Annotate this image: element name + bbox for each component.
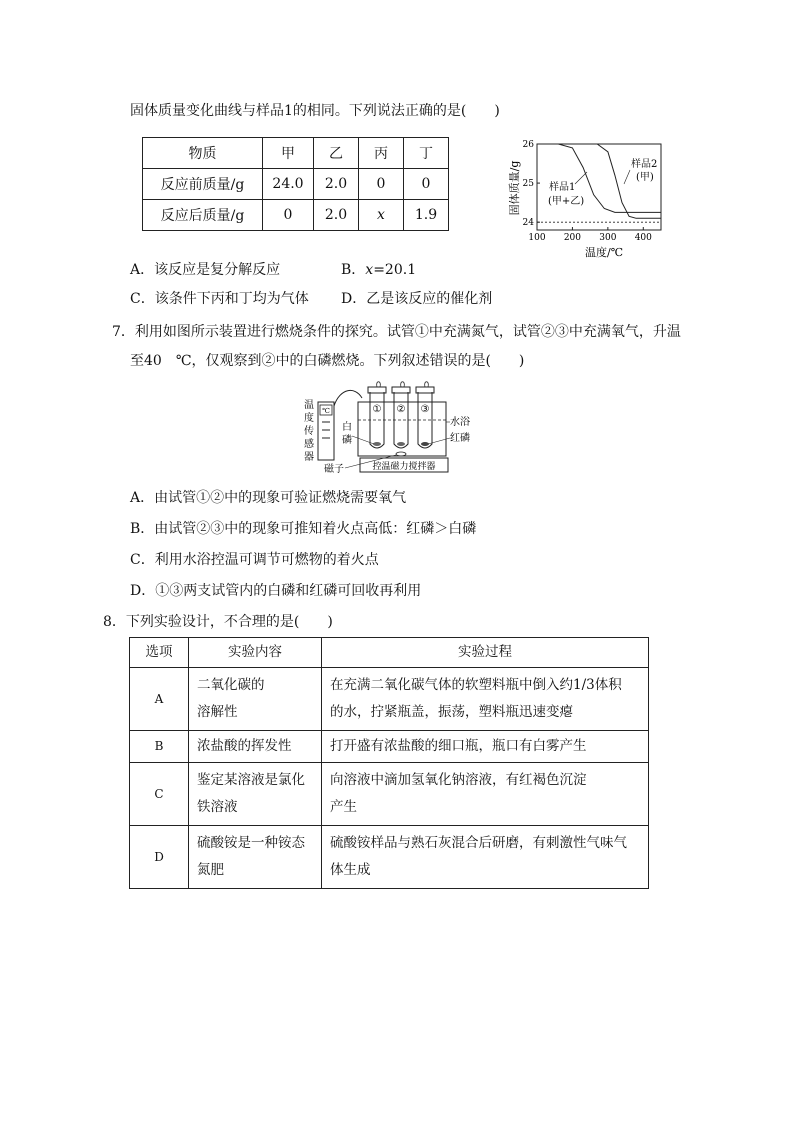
sensor-unit: ℃ bbox=[322, 407, 330, 415]
q6-option-c: C．该条件下丙和丁均为气体 bbox=[130, 291, 309, 307]
chart-ylabel: 固体质量/g bbox=[508, 160, 521, 216]
q7-option-c: C．利用水浴控温可调节可燃物的着火点 bbox=[130, 552, 379, 568]
table-header-cell: 丙 bbox=[359, 138, 404, 169]
q6-option-b bbox=[341, 260, 416, 280]
table-cell bbox=[189, 826, 322, 889]
tube-label: ② bbox=[396, 404, 406, 415]
sensor-char: 感 bbox=[304, 439, 314, 450]
table-cell: D bbox=[130, 826, 189, 889]
combustion-apparatus-figure bbox=[300, 378, 480, 474]
mass-table bbox=[142, 137, 449, 231]
x-tick-label: 400 bbox=[634, 233, 652, 243]
sensor-char: 温 bbox=[304, 400, 314, 411]
table-cell: 0 bbox=[404, 169, 449, 200]
table-row bbox=[130, 731, 649, 763]
table-cell: 反应前质量/g bbox=[143, 169, 263, 200]
cell-line: 硫酸铵是一种铵态 bbox=[197, 835, 305, 851]
table-header-row bbox=[130, 638, 649, 668]
table-cell bbox=[189, 731, 322, 763]
table-cell bbox=[189, 763, 322, 826]
x-tick-label: 200 bbox=[563, 233, 582, 243]
label-pointer-s2 bbox=[624, 170, 630, 184]
table-cell: 2.0 bbox=[314, 200, 359, 231]
sensor-char: 传 bbox=[304, 426, 314, 437]
tube-label: ① bbox=[372, 404, 382, 415]
test-tube-3 bbox=[416, 382, 434, 448]
table-row bbox=[143, 169, 449, 200]
table-header-cell: 甲 bbox=[263, 138, 314, 169]
test-tube-1 bbox=[368, 382, 386, 448]
cell-line: 硫酸铵样品与熟石灰混合后研磨，有刺激性气味气 bbox=[330, 835, 627, 851]
cell-line: 打开盛有浓盐酸的细口瓶，瓶口有白雾产生 bbox=[330, 738, 587, 754]
series-label-s2b: (甲) bbox=[636, 172, 654, 183]
q7-option-d: D．①③两支试管内的白磷和红磷可回收再利用 bbox=[130, 583, 422, 599]
table-row bbox=[130, 763, 649, 826]
question-7-line2: 至40 ℃，仅观察到②中的白磷燃烧。下列叙述错误的是( ) bbox=[130, 353, 525, 369]
cell-line: 溶解性 bbox=[197, 704, 238, 720]
cell-line: 产生 bbox=[330, 799, 357, 815]
table-header-cell: 物质 bbox=[143, 138, 263, 169]
magnet-bar bbox=[396, 452, 406, 456]
question-8-stem: 8．下列实验设计，不合理的是( ) bbox=[103, 614, 333, 630]
y-tick-label: 24 bbox=[522, 218, 534, 229]
chart-xlabel: 温度/℃ bbox=[584, 246, 624, 259]
table-header-row bbox=[143, 138, 449, 169]
table-cell: 2.0 bbox=[314, 169, 359, 200]
table-row bbox=[143, 200, 449, 231]
question-6-intro: 固体质量变化曲线与样品1的相同。下列说法正确的是( ) bbox=[130, 103, 500, 119]
table-cell: B bbox=[130, 731, 189, 763]
y-tick-label: 25 bbox=[522, 179, 534, 190]
table-header-cell: 选项 bbox=[130, 638, 189, 668]
table-cell: C bbox=[130, 763, 189, 826]
table-cell bbox=[322, 826, 649, 889]
table-cell bbox=[322, 763, 649, 826]
question-7-line1: 7．利用如图所示装置进行燃烧条件的探究。试管①中充满氮气，试管②③中充满氧气，升温 bbox=[112, 324, 681, 340]
table-row bbox=[130, 668, 649, 731]
label-pointer-s1 bbox=[575, 172, 587, 184]
table-row bbox=[130, 826, 649, 889]
test-tube-2 bbox=[392, 382, 410, 448]
cell-line: 在充满二氧化碳气体的软塑料瓶中倒入约1/3体积 bbox=[330, 677, 622, 693]
q7-option-b: B．由试管②③中的现象可推知着火点高低：红磷＞白磷 bbox=[130, 521, 477, 537]
cell-line: 氮肥 bbox=[197, 862, 224, 878]
table-cell: 1.9 bbox=[404, 200, 449, 231]
table-cell: 24.0 bbox=[263, 169, 314, 200]
q6-option-a: A．该反应是复分解反应 bbox=[130, 262, 281, 278]
table-cell bbox=[189, 668, 322, 731]
table-cell: A bbox=[130, 668, 189, 731]
water-bath-label: 水浴 bbox=[450, 417, 470, 428]
cell-line: 的水，拧紧瓶盖，振荡，塑料瓶迅速变瘪 bbox=[330, 704, 573, 720]
table-cell: 0 bbox=[359, 169, 404, 200]
series-label-s2: 样品2 bbox=[631, 159, 658, 170]
magnet-label: 磁子 bbox=[324, 464, 344, 474]
table-header-cell: 实验过程 bbox=[322, 638, 649, 668]
table-cell: 0 bbox=[263, 200, 314, 231]
table-header-cell: 丁 bbox=[404, 138, 449, 169]
table-cell: x bbox=[359, 200, 404, 231]
tube-label: ③ bbox=[420, 404, 430, 415]
table-header-cell: 乙 bbox=[314, 138, 359, 169]
x-tick-label: 300 bbox=[599, 233, 617, 243]
table-cell: 反应后质量/g bbox=[143, 200, 263, 231]
cell-line: 二氧化碳的 bbox=[197, 677, 265, 693]
cell-line: 铁溶液 bbox=[197, 799, 238, 815]
table-cell bbox=[322, 668, 649, 731]
q6-option-b-prefix: B． bbox=[341, 262, 366, 278]
x-tick-label: 100 bbox=[528, 233, 546, 243]
q6-option-d: D．乙是该反应的催化剂 bbox=[341, 291, 493, 307]
y-tick-label: 26 bbox=[522, 140, 534, 150]
mass-temperature-chart bbox=[505, 132, 665, 260]
table-header-cell: 实验内容 bbox=[189, 638, 322, 668]
sensor-char: 度 bbox=[304, 413, 314, 424]
experiment-table bbox=[129, 637, 649, 889]
series-label-s1: 样品1 bbox=[549, 182, 576, 193]
stirrer-label: 控温磁力搅拌器 bbox=[372, 462, 436, 472]
q7-option-a: A．由试管①②中的现象可验证燃烧需要氧气 bbox=[130, 490, 407, 506]
cell-line: 体生成 bbox=[330, 862, 371, 878]
cell-line: 鉴定某溶液是氯化 bbox=[197, 772, 305, 788]
white-phosphorus-label: 磷 bbox=[342, 435, 352, 446]
red-phosphorus-label: 红磷 bbox=[450, 433, 470, 444]
variable-x: x bbox=[365, 262, 374, 278]
table-cell bbox=[322, 731, 649, 763]
cell-line: 浓盐酸的挥发性 bbox=[197, 738, 292, 754]
sensor-char: 器 bbox=[304, 452, 314, 463]
q6-option-b-rest: =20.1 bbox=[373, 262, 417, 278]
white-phosphorus-label: 白 bbox=[342, 422, 352, 433]
series-label-s1b: (甲+乙) bbox=[548, 196, 585, 207]
cell-line: 向溶液中滴加氢氧化钠溶液，有红褐色沉淀 bbox=[330, 772, 587, 788]
